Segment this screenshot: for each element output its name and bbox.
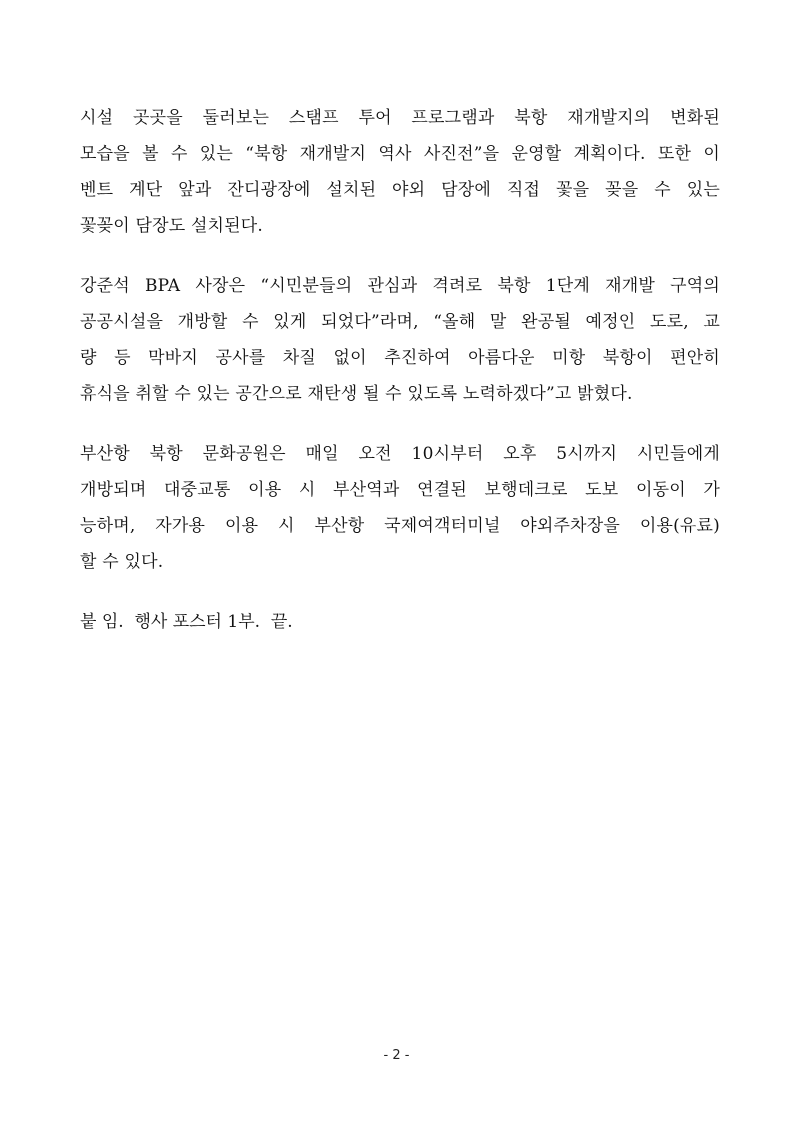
paragraph-line: 시설 곳곳을 둘러보는 스탬프 투어 프로그램과 북항 재개발지의 변화된 [80, 108, 720, 128]
paragraph-line: 강준석 BPA 사장은 “시민분들의 관심과 격려로 북항 1단계 재개발 구역의 [80, 276, 720, 296]
page-number: - 2 - [383, 1048, 410, 1063]
attachment-line: 붙 임. 행사 포스터 1부. 끝. [80, 612, 293, 632]
paragraph-line: 량 등 막바지 공사를 차질 없이 추진하여 아름다운 미항 북항이 편안히 [80, 348, 720, 368]
attachment-note [80, 604, 720, 640]
paragraph-line: 모습을 볼 수 있는 “북항 재개발지 역사 사진전”을 운영할 계획이다. 또한 이 [80, 144, 720, 164]
paragraph-line: 공공시설을 개방할 수 있게 되었다”라며, “올해 말 완공될 예정인 도로, 교 [80, 312, 720, 332]
paragraph-line: 할 수 있다. [80, 552, 164, 572]
paragraph-line: 벤트 계단 앞과 잔디광장에 설치된 야외 담장에 직접 꽃을 꽂을 수 있는 [80, 180, 720, 200]
paragraph-line: 능하며, 자가용 이용 시 부산항 국제여객터미널 야외주차장을 이용(유료) [80, 516, 720, 536]
paragraph-line: 휴식을 취할 수 있는 공간으로 재탄생 될 수 있도록 노력하겠다”고 밝혔다. [80, 384, 633, 404]
paragraph-line: 개방되며 대중교통 이용 시 부산역과 연결된 보행데크로 도보 이동이 가 [80, 480, 720, 500]
paragraph-line: 꽃꽂이 담장도 설치된다. [80, 216, 264, 236]
paragraph-2 [80, 268, 720, 412]
paragraph-3 [80, 436, 720, 580]
paragraph-line: 부산항 북항 문화공원은 매일 오전 10시부터 오후 5시까지 시민들에게 [80, 444, 720, 464]
paragraph-1 [80, 100, 720, 244]
document-body [80, 100, 720, 664]
